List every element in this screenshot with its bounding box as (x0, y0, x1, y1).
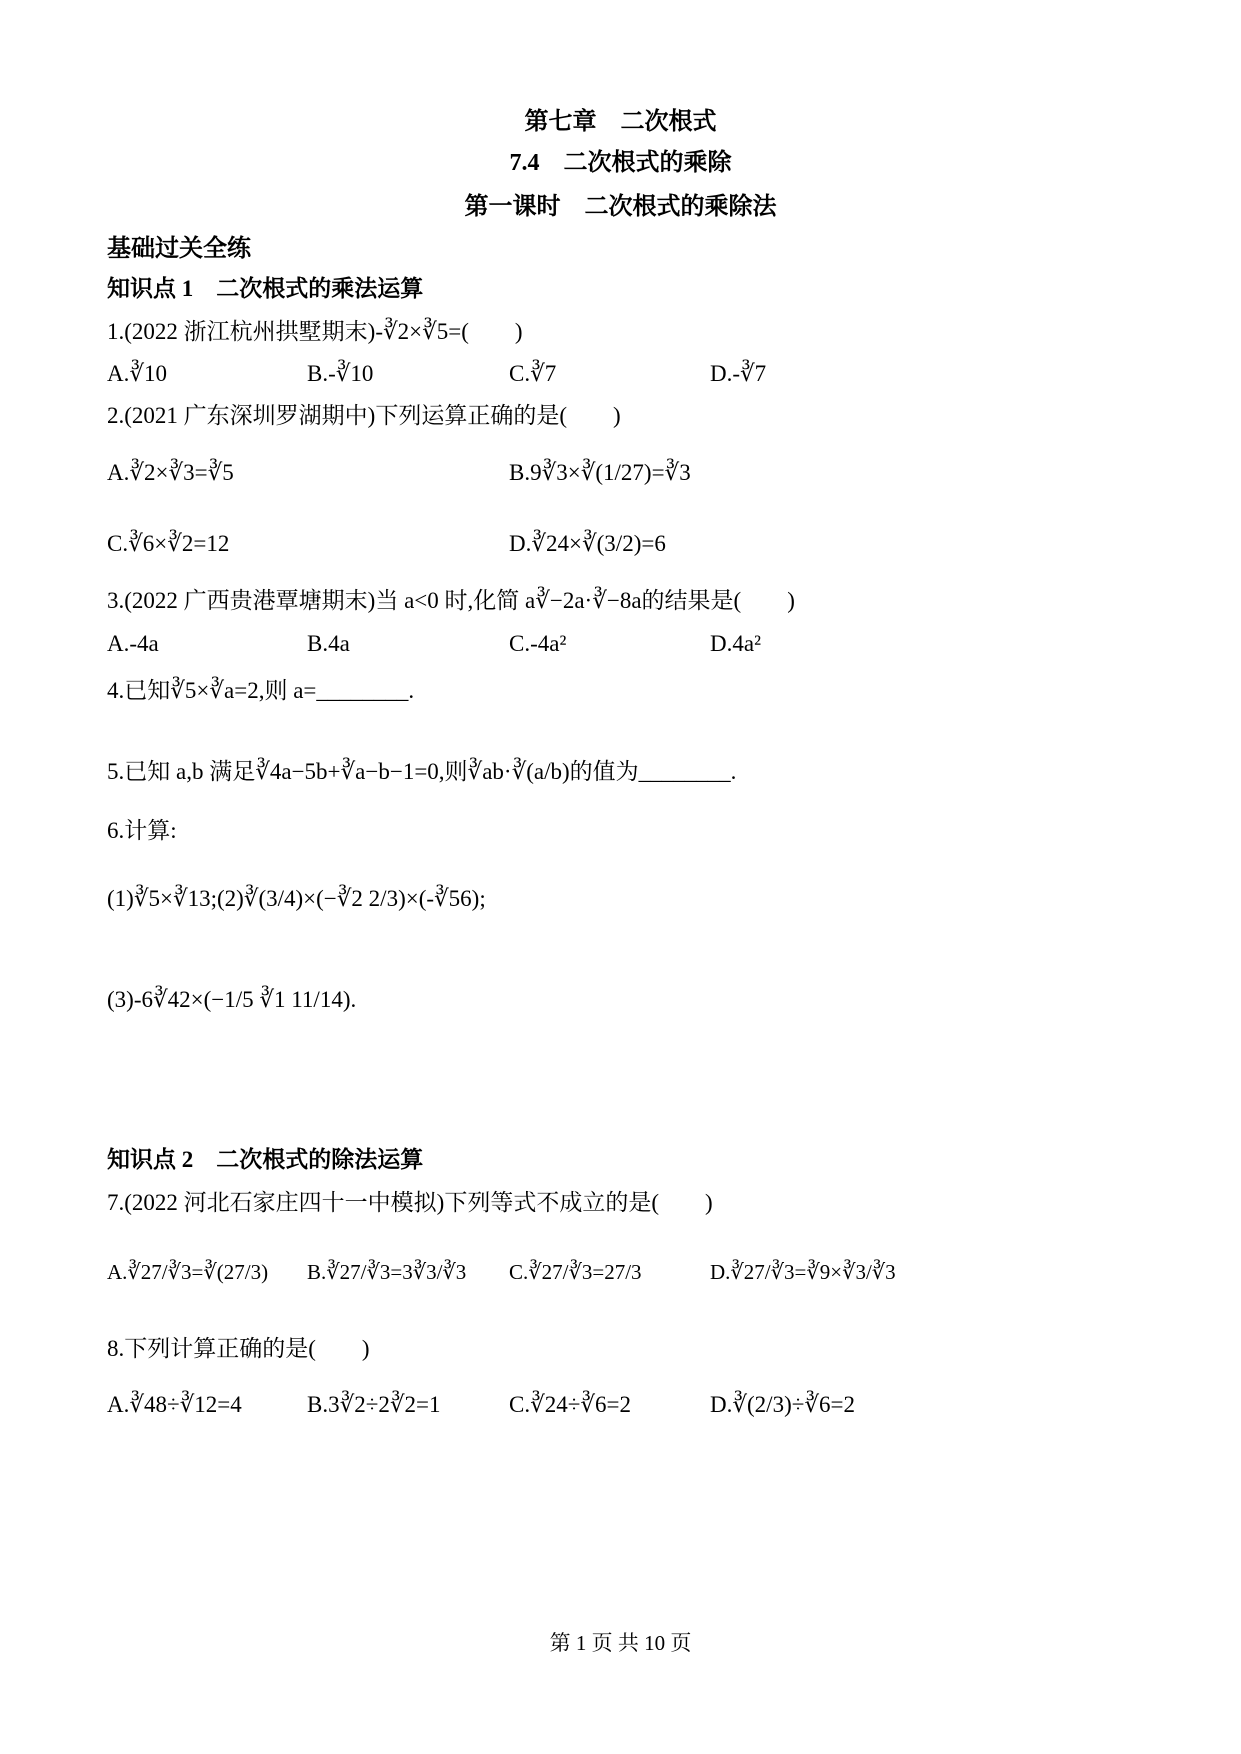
page-footer: 第 1 页 共 10 页 (549, 1631, 692, 1655)
question-3-option-a: A.-4a (107, 631, 159, 656)
question-7-option-b: B.∛27/∛3=3∛3/∛3 (307, 1260, 467, 1284)
chapter-title: 第七章 二次根式 (524, 109, 717, 135)
part-title: 基础过关全练 (107, 236, 251, 262)
question-1-stem: 1.(2022 浙江杭州拱墅期末)-∛2×∛5=( ) (107, 319, 523, 344)
question-6-part-3: (3)-6∛42×(−1/5 ∛1 11/14). (107, 987, 357, 1012)
question-1-option-a: A.∛10 (107, 361, 168, 386)
question-8-option-d: D.∛(2/3)÷∛6=2 (710, 1392, 855, 1417)
question-8-option-c: C.∛24÷∛6=2 (509, 1392, 631, 1417)
question-2-stem: 2.(2021 广东深圳罗湖期中)下列运算正确的是( ) (107, 403, 621, 428)
question-1-option-c: C.∛7 (509, 361, 557, 386)
question-6-parts-1-2: (1)∛5×∛13;(2)∛(3/4)×(−∛2 2/3)×(-∛56); (107, 886, 486, 911)
question-7-stem: 7.(2022 河北石家庄四十一中模拟)下列等式不成立的是( ) (107, 1190, 713, 1215)
section-title: 7.4 二次根式的乘除 (509, 150, 732, 176)
question-7-option-a: A.∛27/∛3=∛(27/3) (107, 1260, 269, 1284)
knowledge-point-1: 知识点 1 二次根式的乘法运算 (107, 276, 424, 301)
question-7-option-c: C.∛27/∛3=27/3 (509, 1260, 642, 1284)
question-8-option-b: B.3∛2÷2∛2=1 (307, 1392, 441, 1417)
question-4-stem: 4.已知∛5×∛a=2,则 a=________. (107, 678, 415, 703)
question-2-option-c: C.∛6×∛2=12 (107, 531, 230, 556)
lesson-title: 第一课时 二次根式的乘除法 (464, 194, 777, 220)
question-3-option-b: B.4a (307, 631, 350, 656)
question-1-option-d: D.-∛7 (710, 361, 767, 386)
question-6-stem: 6.计算: (107, 818, 177, 843)
question-5-stem: 5.已知 a,b 满足∛4a−5b+∛a−b−1=0,则∛ab·∛(a/b)的值为________. (107, 759, 737, 784)
question-8-option-a: A.∛48÷∛12=4 (107, 1392, 242, 1417)
question-3-option-c: C.-4a² (509, 631, 567, 656)
question-3-stem: 3.(2022 广西贵港覃塘期末)当 a<0 时,化简 a∛−2a·∛−8a的结果是( ) (107, 588, 795, 613)
question-1-option-b: B.-∛10 (307, 361, 374, 386)
question-2-option-b: B.9∛3×∛(1/27)=∛3 (509, 460, 691, 485)
question-2-option-a: A.∛2×∛3=∛5 (107, 460, 234, 485)
question-7-option-d: D.∛27/∛3=∛9×∛3/∛3 (710, 1260, 896, 1284)
knowledge-point-2: 知识点 2 二次根式的除法运算 (107, 1147, 424, 1172)
question-3-option-d: D.4a² (710, 631, 761, 656)
question-8-stem: 8.下列计算正确的是( ) (107, 1336, 370, 1361)
question-2-option-d: D.∛24×∛(3/2)=6 (509, 531, 666, 556)
